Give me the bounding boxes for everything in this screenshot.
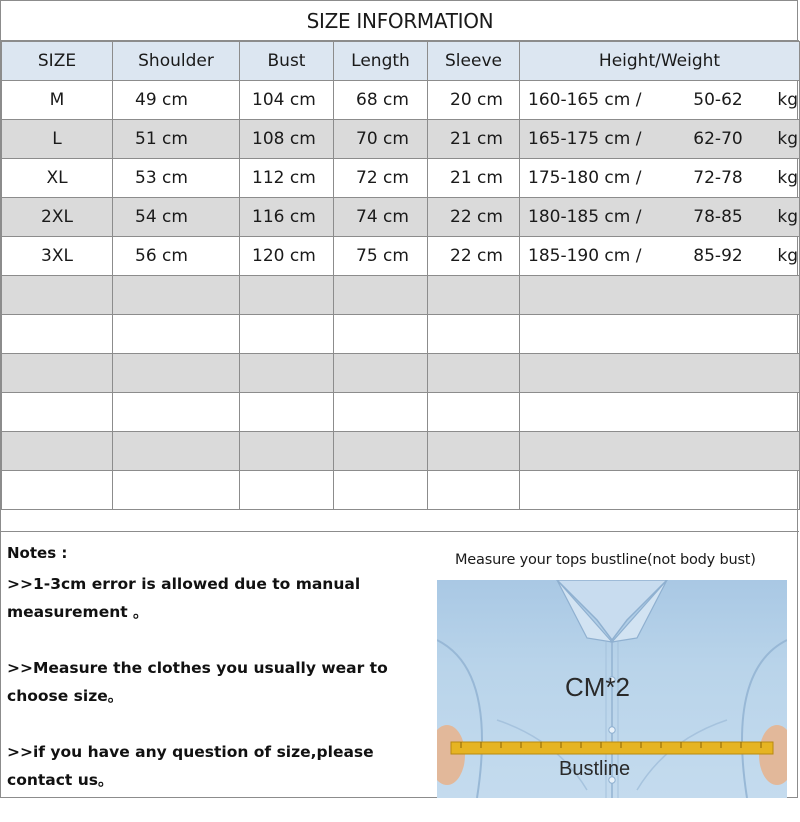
- height-range: 180-185 cm /: [528, 207, 642, 227]
- height-range: 160-165 cm /: [528, 90, 642, 110]
- bustline-label: Bustline: [559, 758, 631, 780]
- empty-cell: [2, 354, 113, 393]
- empty-cell: [2, 315, 113, 354]
- table-row: [2, 81, 800, 120]
- cell-length: 70 cm: [334, 120, 428, 159]
- empty-cell: [334, 432, 428, 471]
- cell-shoulder: 53 cm: [113, 159, 240, 198]
- note-item: >>if you have any question of size,please contact us。: [7, 743, 374, 789]
- table-row: [2, 159, 800, 198]
- shirt-photo: [437, 580, 787, 798]
- cell-bust: 108 cm: [240, 120, 334, 159]
- cell-shoulder: 51 cm: [113, 120, 240, 159]
- cell-height-weight: [520, 237, 800, 276]
- cell-shoulder: 56 cm: [113, 237, 240, 276]
- cell-size: 3XL: [2, 237, 113, 276]
- empty-cell: [240, 315, 334, 354]
- page-title: SIZE INFORMATION: [1, 1, 799, 41]
- weight-range: 50-62: [693, 90, 743, 110]
- cell-bust: 104 cm: [240, 81, 334, 120]
- col-header-height-weight: Height/Weight: [520, 42, 800, 81]
- table-row: [2, 237, 800, 276]
- notes-panel: [7, 542, 417, 822]
- empty-row: [2, 276, 800, 315]
- weight-range: 72-78: [693, 168, 743, 188]
- empty-cell: [520, 276, 800, 315]
- cell-size: M: [2, 81, 113, 120]
- cell-height-weight: [520, 198, 800, 237]
- cell-length: 75 cm: [334, 237, 428, 276]
- empty-cell: [113, 276, 240, 315]
- weight-unit: kg: [777, 207, 798, 227]
- cell-bust: 112 cm: [240, 159, 334, 198]
- empty-row: [2, 315, 800, 354]
- col-header-bust: Bust: [240, 42, 334, 81]
- notes-heading: Notes :: [7, 544, 68, 562]
- weight-unit: kg: [777, 90, 798, 110]
- empty-cell: [334, 471, 428, 510]
- bottom-section: [1, 531, 799, 799]
- cell-bust: 116 cm: [240, 198, 334, 237]
- empty-cell: [240, 471, 334, 510]
- illustration-caption: Measure your tops bustline(not body bust): [455, 552, 756, 568]
- empty-cell: [240, 354, 334, 393]
- cell-height-weight: [520, 120, 800, 159]
- empty-cell: [428, 315, 520, 354]
- empty-cell: [2, 432, 113, 471]
- empty-cell: [428, 393, 520, 432]
- empty-cell: [2, 276, 113, 315]
- cell-length: 74 cm: [334, 198, 428, 237]
- cell-height-weight: [520, 81, 800, 120]
- note-item: >>1-3cm error is allowed due to manual measurement 。: [7, 575, 361, 621]
- empty-cell: [520, 432, 800, 471]
- cell-size: 2XL: [2, 198, 113, 237]
- weight-unit: kg: [777, 246, 798, 266]
- empty-cell: [2, 471, 113, 510]
- empty-cell: [428, 471, 520, 510]
- height-range: 185-190 cm /: [528, 246, 642, 266]
- empty-cell: [240, 393, 334, 432]
- measure-multiplier: CM*2: [565, 672, 631, 702]
- empty-row: [2, 432, 800, 471]
- table-row: [2, 120, 800, 159]
- size-table: [1, 41, 800, 510]
- empty-cell: [520, 393, 800, 432]
- weight-unit: kg: [777, 129, 798, 149]
- bustline-illustration: [437, 542, 787, 792]
- empty-cell: [113, 354, 240, 393]
- empty-cell: [520, 315, 800, 354]
- cell-sleeve: 21 cm: [428, 120, 520, 159]
- empty-cell: [113, 315, 240, 354]
- cell-bust: 120 cm: [240, 237, 334, 276]
- table-header-row: [2, 42, 800, 81]
- empty-cell: [240, 432, 334, 471]
- cell-length: 68 cm: [334, 81, 428, 120]
- empty-cell: [428, 276, 520, 315]
- empty-cell: [113, 393, 240, 432]
- empty-cell: [113, 471, 240, 510]
- col-header-length: Length: [334, 42, 428, 81]
- weight-unit: kg: [777, 168, 798, 188]
- col-header-sleeve: Sleeve: [428, 42, 520, 81]
- cell-sleeve: 20 cm: [428, 81, 520, 120]
- cell-shoulder: 49 cm: [113, 81, 240, 120]
- empty-cell: [2, 393, 113, 432]
- empty-row: [2, 471, 800, 510]
- cell-sleeve: 22 cm: [428, 198, 520, 237]
- empty-cell: [334, 354, 428, 393]
- cell-size: L: [2, 120, 113, 159]
- weight-range: 85-92: [693, 246, 743, 266]
- note-item: >>Measure the clothes you usually wear to choose size。: [7, 659, 388, 705]
- table-row: [2, 198, 800, 237]
- empty-cell: [520, 354, 800, 393]
- cell-shoulder: 54 cm: [113, 198, 240, 237]
- col-header-shoulder: Shoulder: [113, 42, 240, 81]
- weight-range: 62-70: [693, 129, 743, 149]
- height-range: 165-175 cm /: [528, 129, 642, 149]
- empty-cell: [334, 315, 428, 354]
- empty-cell: [334, 393, 428, 432]
- empty-cell: [428, 432, 520, 471]
- height-range: 175-180 cm /: [528, 168, 642, 188]
- empty-cell: [520, 471, 800, 510]
- empty-cell: [113, 432, 240, 471]
- empty-cell: [428, 354, 520, 393]
- cell-sleeve: 22 cm: [428, 237, 520, 276]
- cell-length: 72 cm: [334, 159, 428, 198]
- weight-range: 78-85: [693, 207, 743, 227]
- cell-size: XL: [2, 159, 113, 198]
- empty-cell: [240, 276, 334, 315]
- cell-sleeve: 21 cm: [428, 159, 520, 198]
- empty-cell: [334, 276, 428, 315]
- empty-row: [2, 393, 800, 432]
- col-header-size: SIZE: [2, 42, 113, 81]
- cell-height-weight: [520, 159, 800, 198]
- empty-row: [2, 354, 800, 393]
